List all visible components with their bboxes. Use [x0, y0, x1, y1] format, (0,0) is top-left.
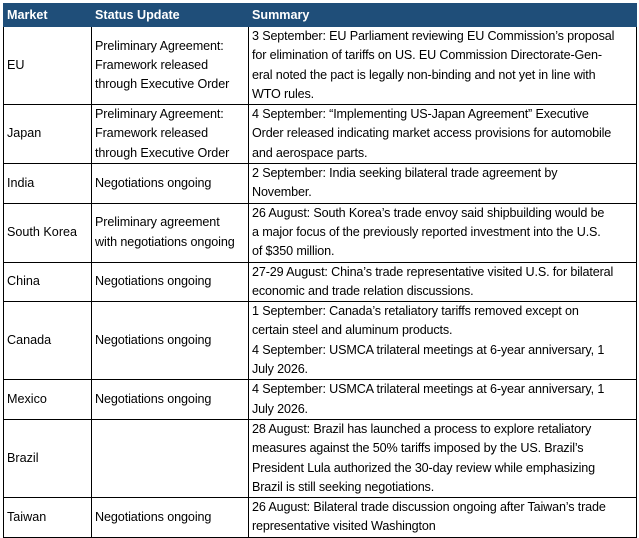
summary-line: 4 September: “Implementing US-Japan Agreement” Executive — [252, 107, 589, 122]
summary-line: November. — [252, 185, 312, 200]
summary-line: 4 September: USMCA trilateral meetings at 6-year anniversary, 1 — [252, 342, 605, 357]
summary-cell — [249, 302, 637, 380]
table-row — [4, 380, 637, 420]
status-line: Negotiations ongoing — [95, 175, 212, 190]
status-line: Framework released — [95, 126, 208, 141]
summary-line: measures against the 50% tariffs imposed by the US. Brazil’s — [252, 441, 584, 456]
table-row — [4, 105, 637, 164]
header-row — [4, 4, 637, 27]
status-cell — [92, 105, 249, 164]
summary-line: Order released indicating market access provisions for automobile — [252, 126, 612, 141]
summary-cell — [249, 203, 637, 262]
column-header-status: Status Update — [92, 4, 249, 27]
summary-line: for elimination of tariffs on US. EU Commission Directorate-Gen- — [252, 48, 602, 63]
summary-line: 1 September: Canada’s retaliatory tariffs removed except on — [252, 304, 579, 319]
summary-cell — [249, 498, 637, 538]
market-cell: Canada — [4, 302, 92, 380]
summary-line: and aerospace parts. — [252, 145, 368, 160]
market-cell: South Korea — [4, 203, 92, 262]
status-line: Preliminary Agreement: — [95, 38, 224, 53]
status-line: through Executive Order — [95, 145, 230, 160]
table-row — [4, 164, 637, 204]
summary-line: 26 August: Bilateral trade discussion ongoing after Taiwan’s trade — [252, 500, 606, 515]
table-row — [4, 27, 637, 105]
summary-line: 26 August: South Korea’s trade envoy said shipbuilding would be — [252, 205, 605, 220]
summary-line: of $350 million. — [252, 244, 335, 259]
summary-line: 28 August: Brazil has launched a process to explore retaliatory — [252, 421, 592, 436]
table-row — [4, 262, 637, 302]
summary-line: WTO rules. — [252, 86, 314, 101]
table-row — [4, 498, 637, 538]
market-cell: Brazil — [4, 419, 92, 497]
status-cell — [92, 498, 249, 538]
table-row — [4, 419, 637, 497]
summary-line: July 2026. — [252, 362, 308, 377]
status-line: Preliminary agreement — [95, 215, 220, 230]
market-cell: India — [4, 164, 92, 204]
column-header-market: Market — [4, 4, 92, 27]
summary-cell — [249, 262, 637, 302]
status-cell — [92, 27, 249, 105]
summary-cell — [249, 419, 637, 497]
summary-line: 2 September: India seeking bilateral trade agreement by — [252, 166, 558, 181]
summary-cell — [249, 105, 637, 164]
summary-line: a major focus of the previously reported investment into the U.S. — [252, 224, 601, 239]
status-line: through Executive Order — [95, 77, 230, 92]
market-cell: Mexico — [4, 380, 92, 420]
status-line: Preliminary Agreement: — [95, 107, 224, 122]
market-cell: Japan — [4, 105, 92, 164]
summary-line: Brazil is still seeking negotiations. — [252, 479, 435, 494]
market-cell: EU — [4, 27, 92, 105]
market-cell: China — [4, 262, 92, 302]
status-cell — [92, 164, 249, 204]
summary-line: 27-29 August: China’s trade representative visited U.S. for bilateral — [252, 264, 614, 279]
trade-status-table — [3, 3, 637, 538]
summary-line: economic and trade relation discussions. — [252, 283, 474, 298]
status-line: with negotiations ongoing — [95, 234, 235, 249]
summary-cell — [249, 27, 637, 105]
status-cell — [92, 380, 249, 420]
status-line: Negotiations ongoing — [95, 509, 212, 524]
summary-line: certain steel and aluminum products. — [252, 323, 453, 338]
summary-line: eral noted the pact is legally non-binding and not yet in line with — [252, 67, 596, 82]
status-line: Framework released — [95, 57, 208, 72]
summary-line: representative visited Washington — [252, 519, 436, 534]
status-cell — [92, 419, 249, 497]
summary-line: President Lula authorized the 30-day review while emphasizing — [252, 460, 595, 475]
summary-line: 3 September: EU Parliament reviewing EU Commission’s proposal — [252, 29, 615, 43]
summary-cell — [249, 164, 637, 204]
status-cell — [92, 262, 249, 302]
table-row — [4, 302, 637, 380]
market-cell: Taiwan — [4, 498, 92, 538]
summary-line: 4 September: USMCA trilateral meetings at 6-year anniversary, 1 — [252, 382, 605, 397]
table-body — [4, 27, 637, 538]
status-cell — [92, 302, 249, 380]
status-line: Negotiations ongoing — [95, 274, 212, 289]
status-line: Negotiations ongoing — [95, 333, 212, 348]
summary-cell — [249, 380, 637, 420]
column-header-summary: Summary — [249, 4, 637, 27]
status-cell — [92, 203, 249, 262]
table-row — [4, 203, 637, 262]
status-line: Negotiations ongoing — [95, 391, 212, 406]
summary-line: July 2026. — [252, 401, 308, 416]
